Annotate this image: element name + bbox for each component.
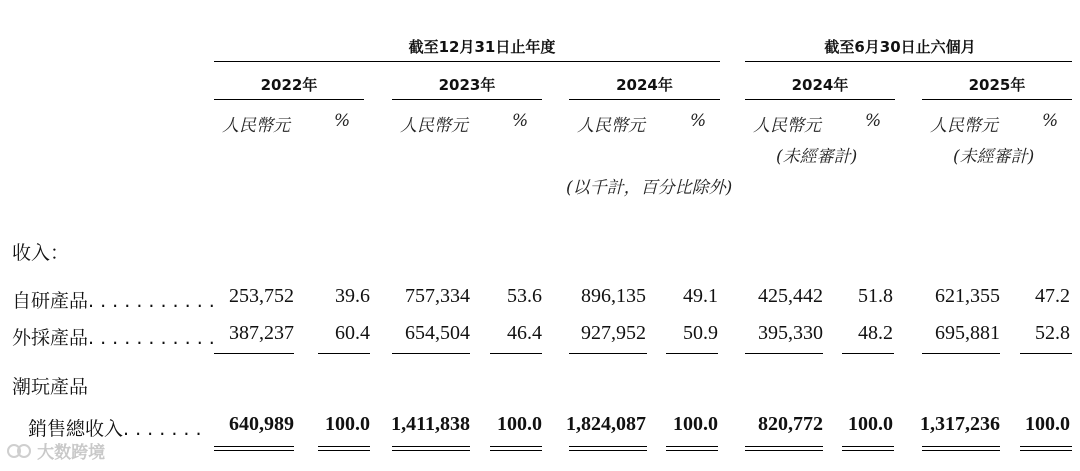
units-note: (以千計，百分比除外) xyxy=(566,178,733,198)
year-header-2024: 2024年 xyxy=(616,76,673,94)
percent-label-2022: % xyxy=(334,111,351,131)
subtotal-rule xyxy=(318,353,370,354)
table-cell: 60.4 xyxy=(335,322,370,344)
fiscal-year-header: 截至12月31日止年度 xyxy=(408,38,556,56)
table-cell: 47.2 xyxy=(1035,285,1070,307)
table-cell: 395,330 xyxy=(758,322,823,344)
total-cell: 1,824,087 xyxy=(566,413,646,435)
year-rule-2025-h1 xyxy=(922,99,1072,100)
watermark xyxy=(6,438,105,463)
year-header-2025-h1: 2025年 xyxy=(968,76,1026,94)
year-rule-2024-h1 xyxy=(745,99,895,100)
currency-label-2022: 人民幣元 xyxy=(222,116,290,136)
subtotal-rule xyxy=(214,353,294,354)
total-double-rule xyxy=(1020,446,1072,451)
row-label-outsourced: 外採產品. . . . . . . . . . . xyxy=(12,327,215,349)
total-double-rule xyxy=(392,446,470,451)
table-cell: 695,881 xyxy=(935,322,1000,344)
total-cell: 1,411,838 xyxy=(391,413,470,435)
total-double-rule xyxy=(922,446,1000,451)
table-cell: 425,442 xyxy=(758,285,823,307)
subtotal-rule xyxy=(569,353,647,354)
subtotal-rule xyxy=(392,353,470,354)
table-cell: 53.6 xyxy=(507,285,542,307)
total-double-rule xyxy=(745,446,823,451)
year-rule-2024 xyxy=(569,99,720,100)
year-header-2023: 2023年 xyxy=(438,76,496,94)
year-header-2022: 2022年 xyxy=(260,76,318,94)
total-double-rule xyxy=(666,446,718,451)
total-double-rule xyxy=(842,446,894,451)
table-cell: 621,355 xyxy=(935,285,1000,307)
year-rule-2022 xyxy=(214,99,364,100)
table-cell: 654,504 xyxy=(405,322,470,344)
year-rule-2023 xyxy=(392,99,542,100)
table-cell: 39.6 xyxy=(335,285,370,307)
total-cell: 820,772 xyxy=(758,413,823,435)
currency-label-2024: 人民幣元 xyxy=(577,116,645,136)
percent-label-2024: % xyxy=(690,111,707,131)
table-cell: 46.4 xyxy=(507,322,542,344)
total-cell: 100.0 xyxy=(848,413,893,435)
table-cell: 50.9 xyxy=(683,322,718,344)
section-title: 收入： xyxy=(12,242,70,264)
currency-label-2024-h1: 人民幣元 xyxy=(753,116,821,136)
table-cell: 52.8 xyxy=(1035,322,1070,344)
table-cell: 927,952 xyxy=(581,322,646,344)
table-cell: 49.1 xyxy=(683,285,718,307)
total-label-line1: 潮玩產品 xyxy=(12,376,89,398)
table-cell: 896,135 xyxy=(581,285,646,307)
total-cell: 100.0 xyxy=(673,413,718,435)
subtotal-rule xyxy=(666,353,718,354)
percent-label-2024-h1: % xyxy=(865,111,882,131)
subtotal-rule xyxy=(1020,353,1072,354)
fiscal-year-rule xyxy=(214,61,720,62)
table-cell: 51.8 xyxy=(858,285,893,307)
row-label-self-developed: 自研產品. . . . . . . . . . . xyxy=(12,290,215,312)
subtotal-rule xyxy=(922,353,1000,354)
total-cell: 640,989 xyxy=(229,413,294,435)
unaudited-label-2024-h1: (未經審計) xyxy=(776,147,858,167)
year-header-2024-h1: 2024年 xyxy=(791,76,849,94)
unaudited-label-2025-h1: (未經審計) xyxy=(953,147,1035,167)
watermark-logo-icon xyxy=(6,441,32,461)
total-label-line2: 銷售總收入. . . . . . . xyxy=(28,418,202,440)
table-cell: 253,752 xyxy=(229,285,294,307)
table-cell: 387,237 xyxy=(229,322,294,344)
half-year-header: 截至6月30日止六個月 xyxy=(824,38,976,56)
table-cell: 48.2 xyxy=(858,322,893,344)
subtotal-rule xyxy=(490,353,542,354)
total-cell: 100.0 xyxy=(497,413,542,435)
total-double-rule xyxy=(214,446,294,451)
percent-label-2023: % xyxy=(512,111,529,131)
subtotal-rule xyxy=(745,353,823,354)
total-cell: 1,317,236 xyxy=(920,413,1000,435)
watermark-text: 大数跨境 xyxy=(37,443,106,463)
subtotal-rule xyxy=(842,353,894,354)
currency-label-2023: 人民幣元 xyxy=(400,116,468,136)
currency-label-2025-h1: 人民幣元 xyxy=(930,116,998,136)
total-cell: 100.0 xyxy=(1025,413,1070,435)
half-year-rule xyxy=(745,61,1072,62)
total-double-rule xyxy=(569,446,647,451)
percent-label-2025-h1: % xyxy=(1042,111,1059,131)
total-double-rule xyxy=(318,446,370,451)
table-cell: 757,334 xyxy=(405,285,470,307)
total-cell: 100.0 xyxy=(325,413,370,435)
total-double-rule xyxy=(490,446,542,451)
